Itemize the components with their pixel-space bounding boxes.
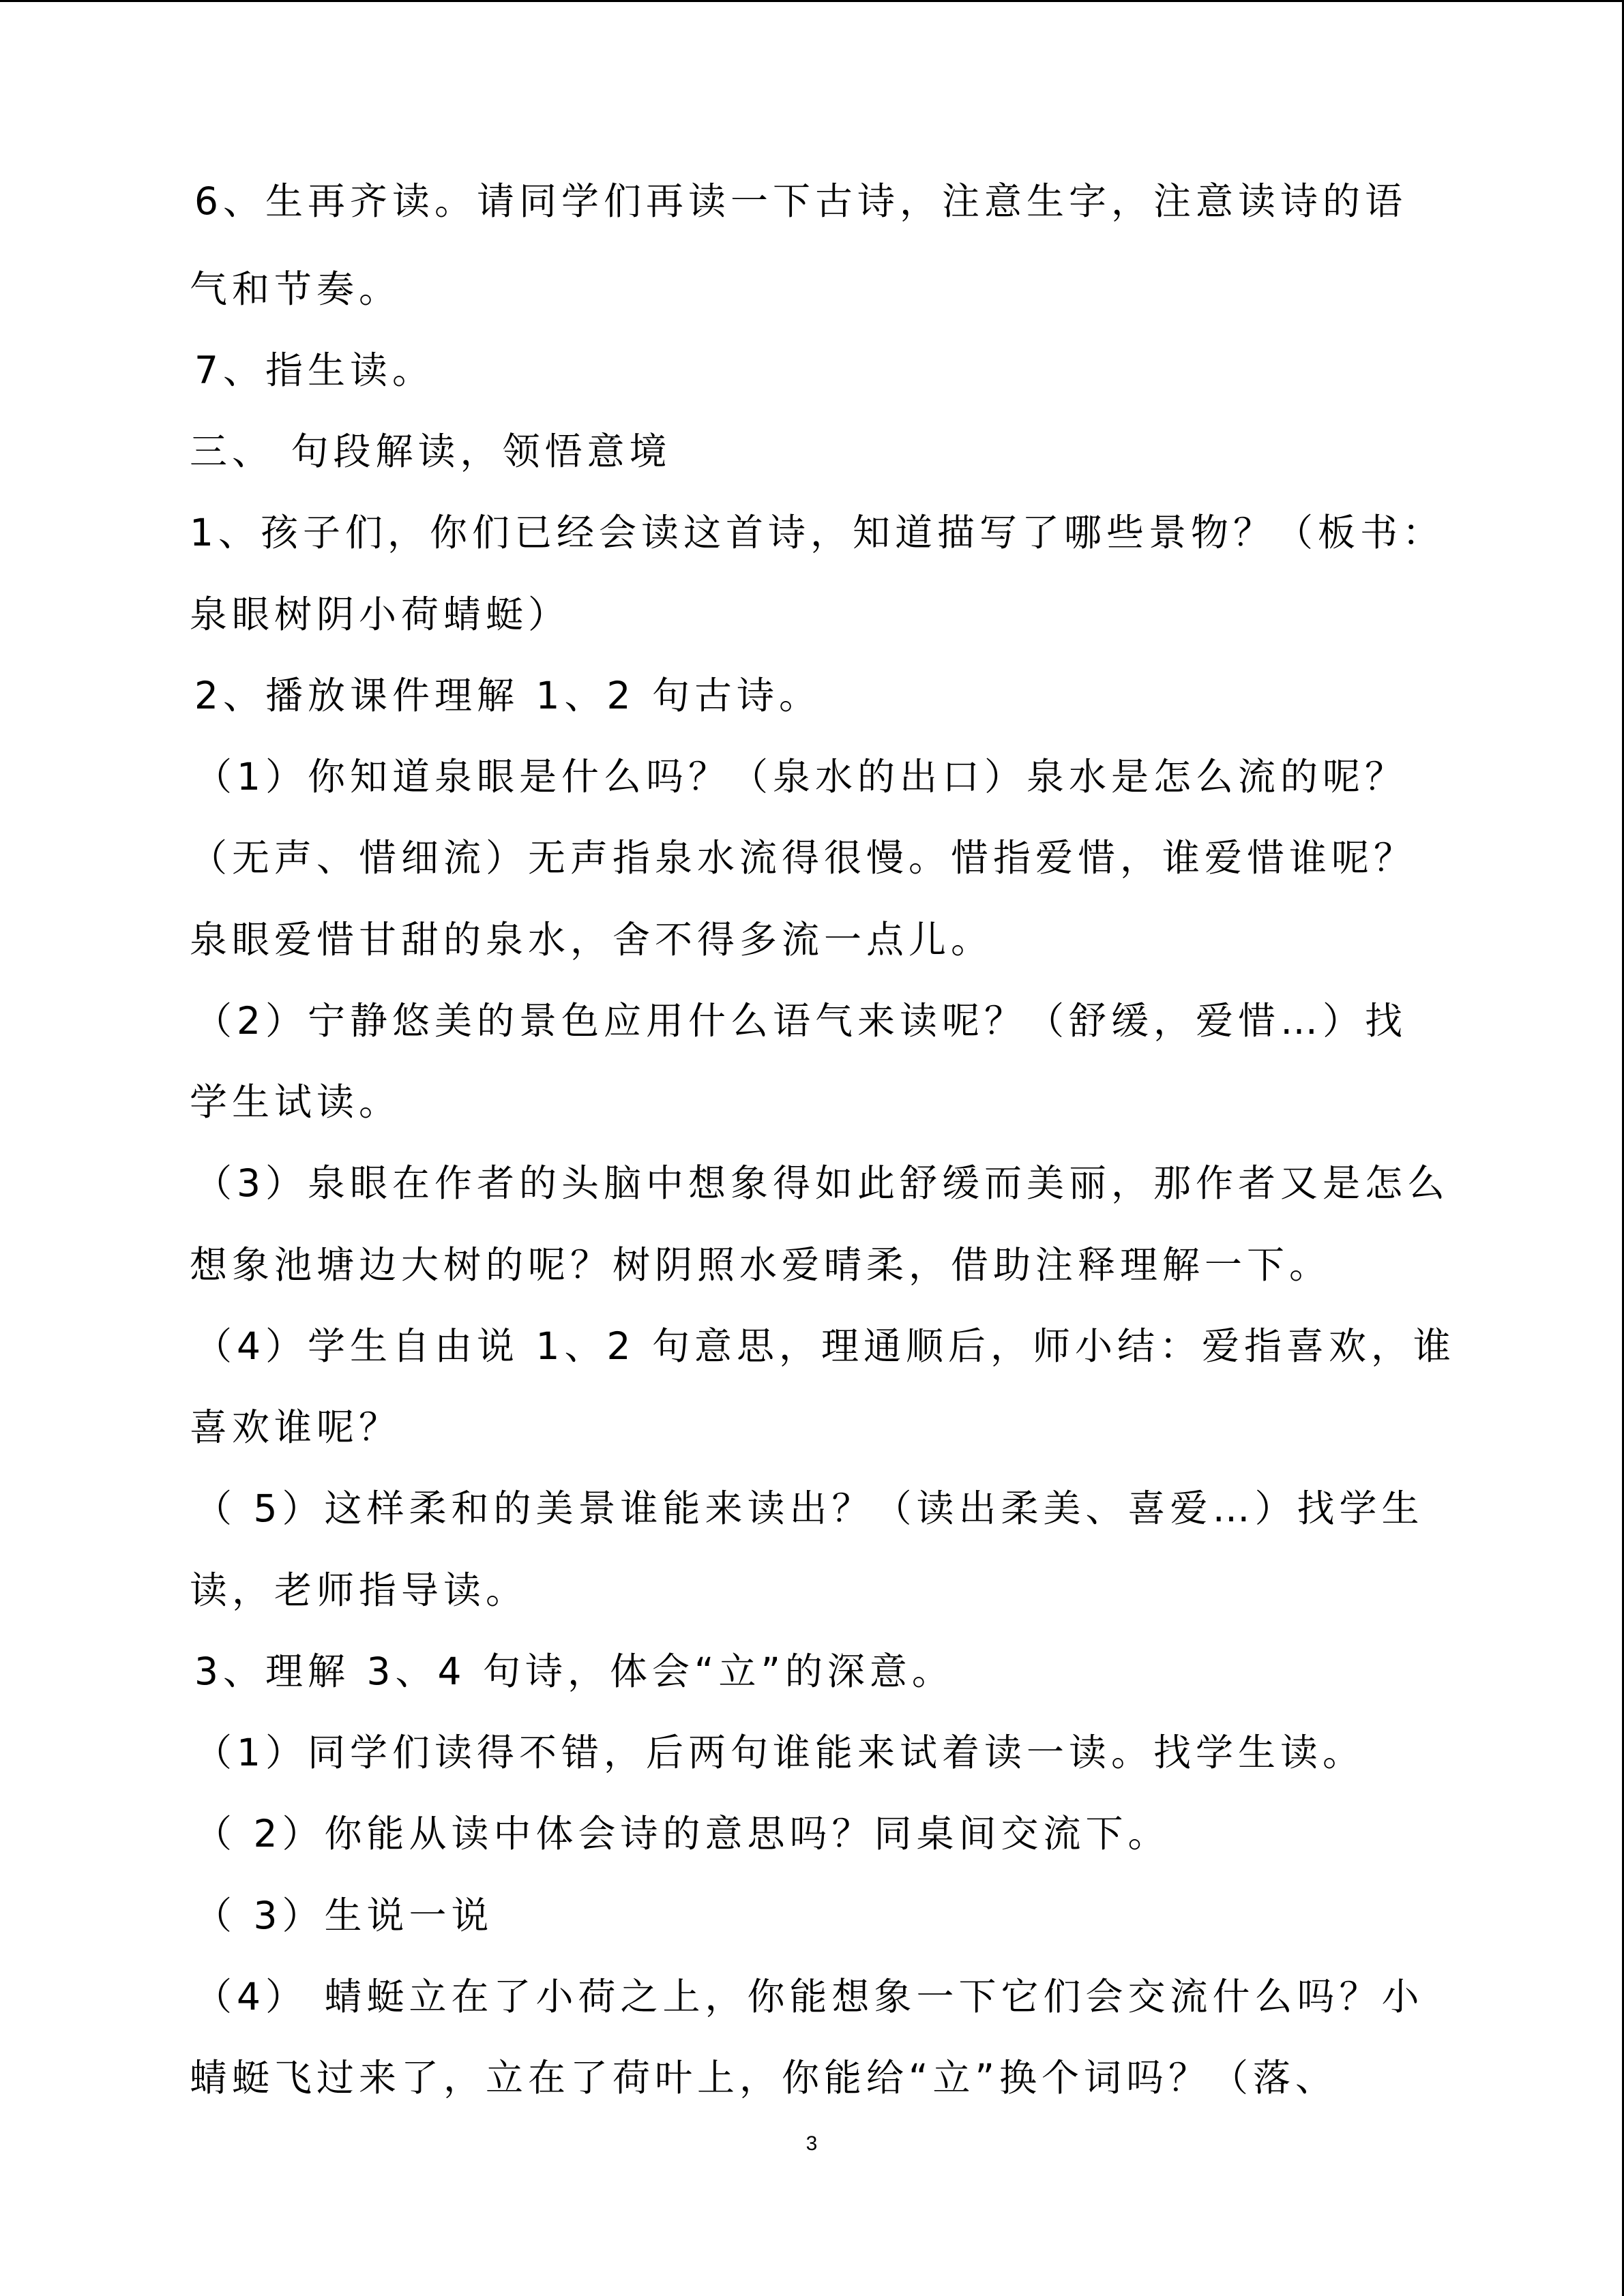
text-line: 蜻蜓飞过来了，立在了荷叶上，你能给“立”换个词吗？（落、 [190, 2056, 1338, 2100]
text-line: 2、播放课件理解 1、2 句古诗。 [194, 674, 821, 717]
text-line: 7、指生读。 [194, 348, 434, 392]
text-line: （1）你知道泉眼是什么吗？（泉水的出口）泉水是怎么流的呢？ [194, 755, 1407, 799]
text-line: 泉眼树阴小荷蜻蜓） [190, 593, 571, 636]
text-line: （1）同学们读得不错，后两句谁能来试着读一读。找学生读。 [194, 1731, 1365, 1774]
text-line: 1、孩子们，你们已经会读这首诗，知道描写了哪些景物？（板书： [190, 511, 1445, 554]
text-line: （ 2）你能从读中体会诗的意思吗？同桌间交流下。 [194, 1812, 1170, 1855]
text-line: 学生试读。 [190, 1080, 402, 1124]
text-line: （无声、惜细流）无声指泉水流得很慢。惜指爱惜，谁爱惜谁呢？ [190, 836, 1417, 880]
text-line: 想象池塘边大树的呢？树阴照水爱晴柔，借助注释理解一下。 [190, 1243, 1332, 1287]
text-line: （4） 蜻蜓立在了小荷之上，你能想象一下它们会交流什么吗？小 [194, 1975, 1424, 2018]
section-heading: 三、 句段解读，领悟意境 [190, 430, 672, 473]
text-line: 读，老师指导读。 [190, 1568, 529, 1612]
text-line: 喜欢谁呢？ [190, 1405, 402, 1449]
text-line: （2）宁静悠美的景色应用什么语气来读呢？（舒缓，爱惜…）找 [194, 999, 1407, 1043]
page-number: 3 [806, 2132, 818, 2155]
text-line: 气和节奏。 [190, 267, 402, 311]
text-line: 泉眼爱惜甘甜的泉水，舍不得多流一点儿。 [190, 918, 994, 961]
text-line: 6、生再齐读。请同学们再读一下古诗，注意生字，注意读诗的语 [194, 179, 1407, 223]
text-line: （ 5）这样柔和的美景谁能来读出？（读出柔美、喜爱…）找学生 [194, 1487, 1424, 1530]
text-line: （ 3）生说一说 [194, 1894, 494, 1937]
text-line: （4）学生自由说 1、2 句意思，理通顺后，师小结：爱指喜欢，谁 [194, 1324, 1456, 1368]
text-line: （3）泉眼在作者的头脑中想象得如此舒缓而美丽，那作者又是怎么 [194, 1161, 1449, 1205]
text-line: 3、理解 3、4 句诗，体会“立”的深意。 [194, 1650, 954, 1693]
